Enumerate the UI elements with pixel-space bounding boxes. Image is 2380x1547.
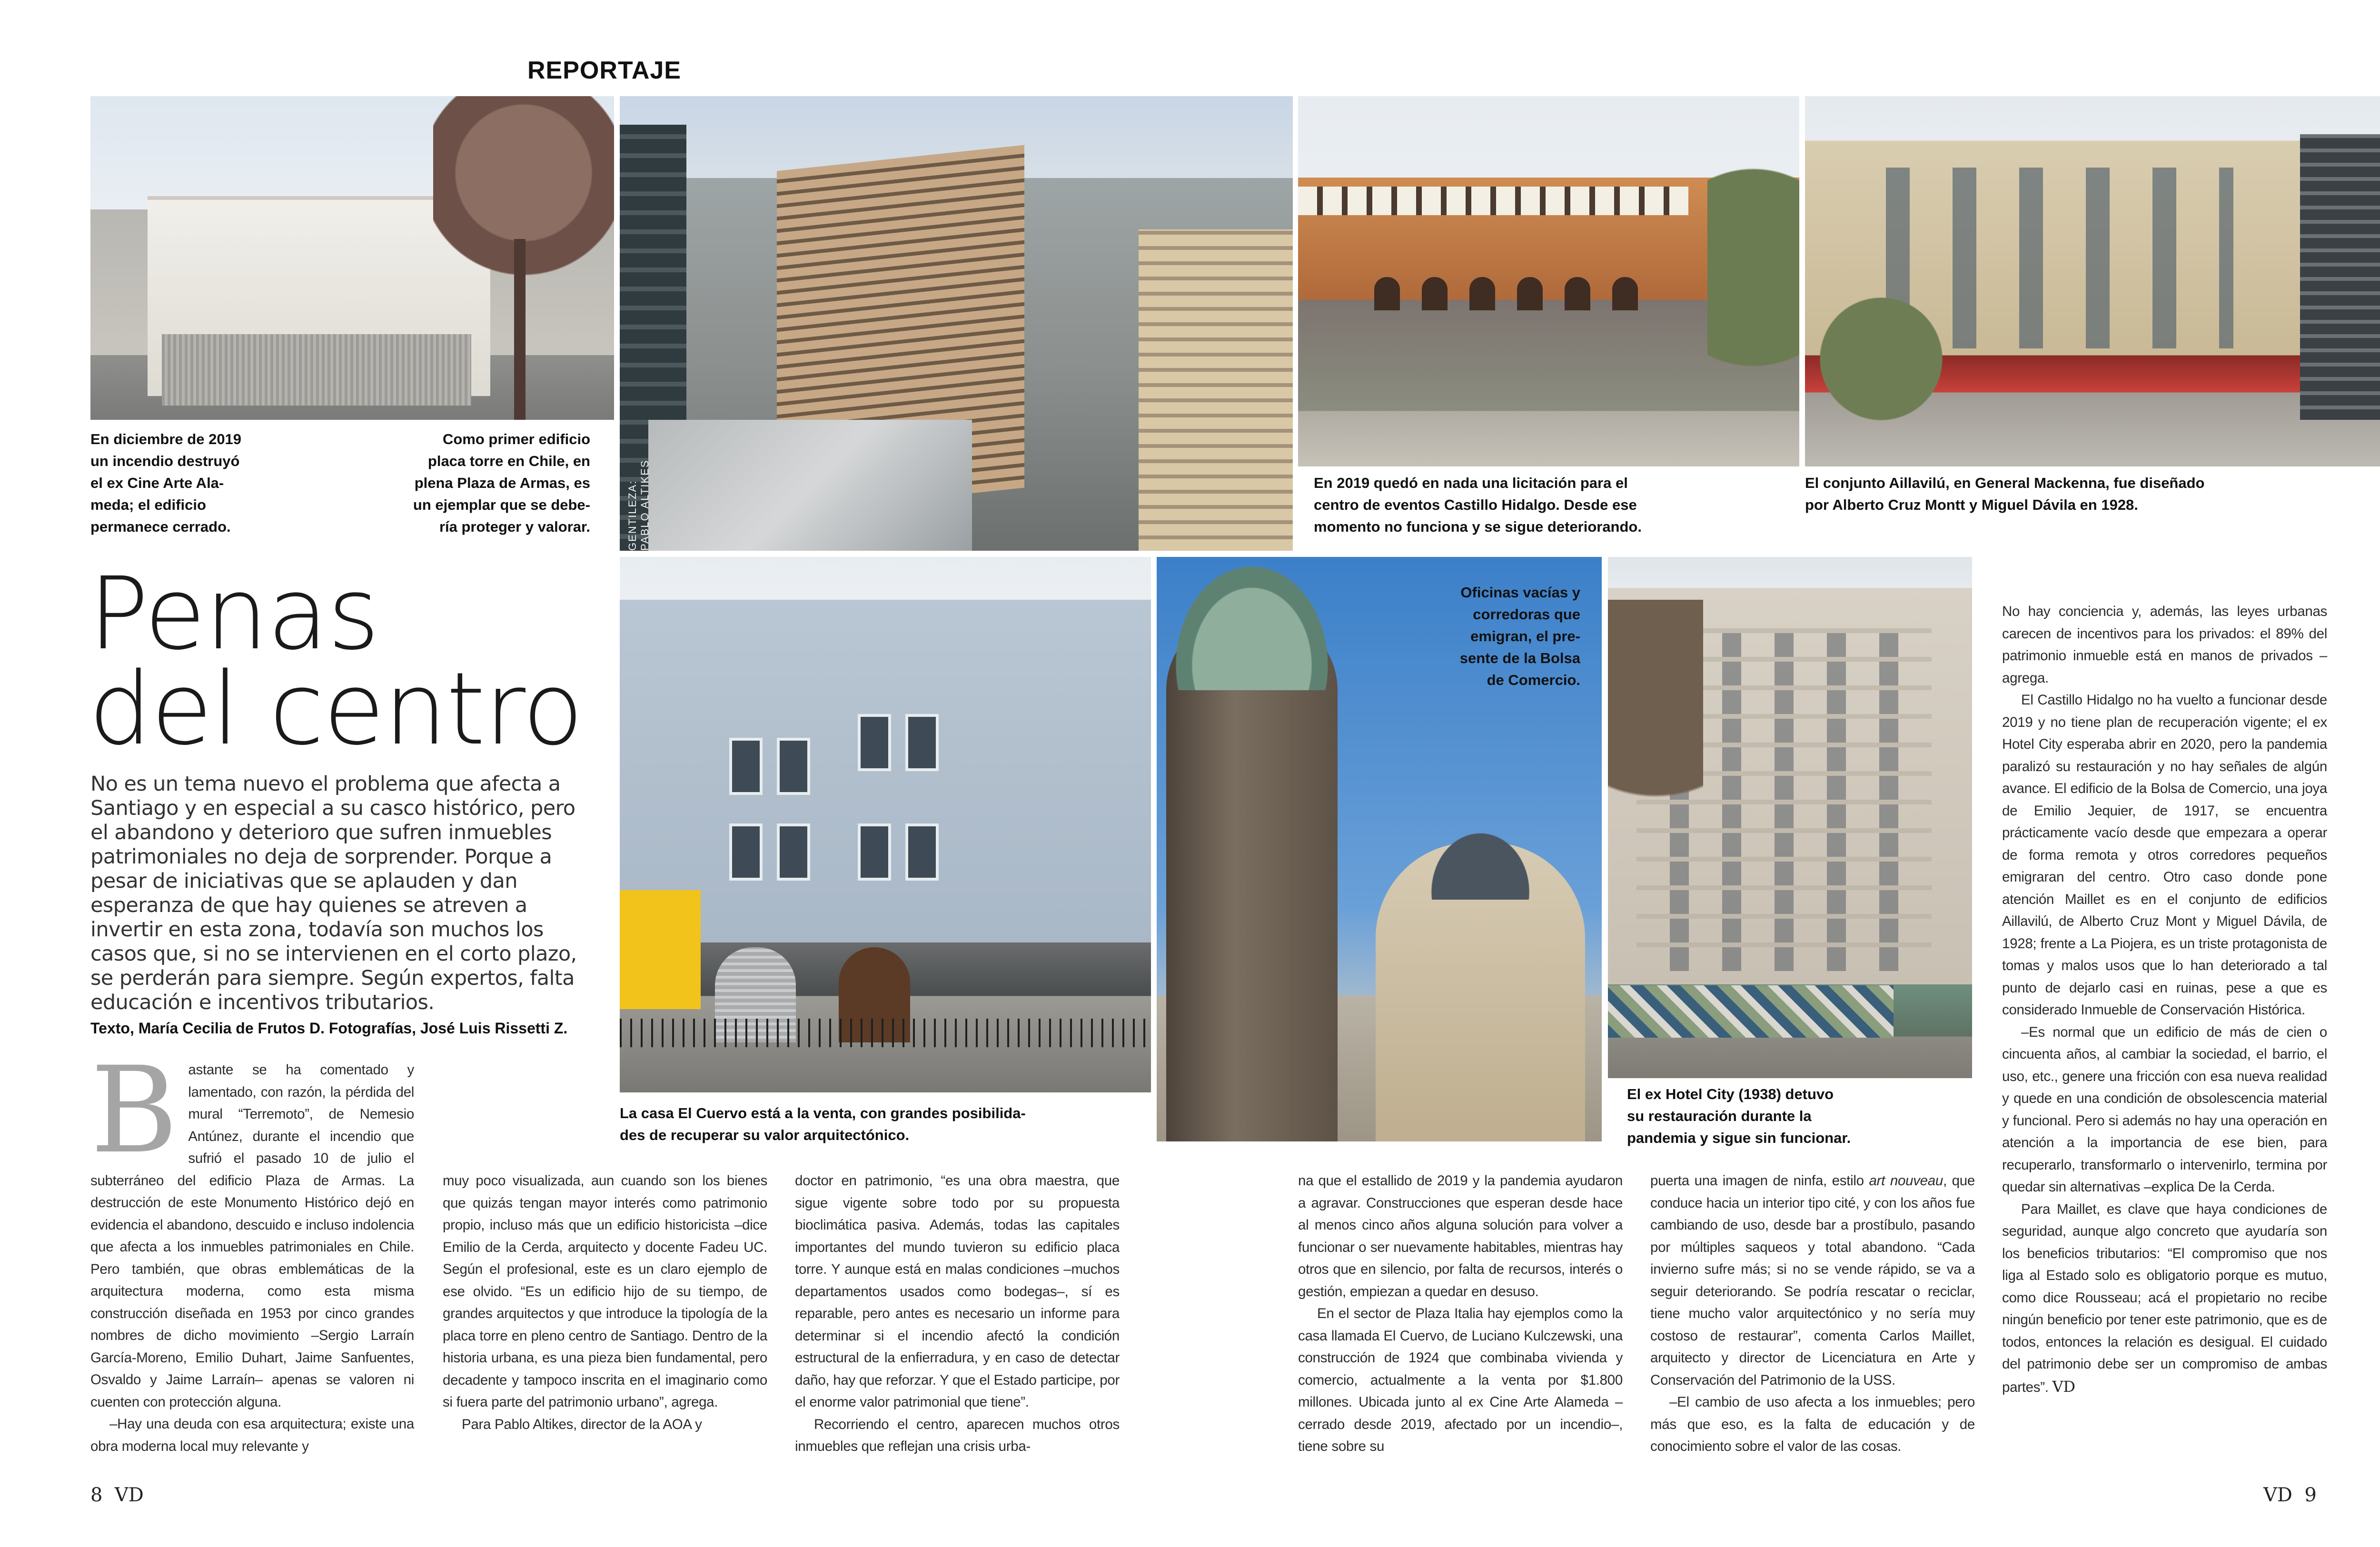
photo-cine-arte-alameda xyxy=(90,96,614,420)
paragraph: doctor en patrimonio, “es una obra maestra, que sigue vigente sobre todo por su propuesta bioclimática pasiva. Además, todas las capitales importantes del mundo tuvieron su edificio placa torre. Y aunque está en malas condiciones –muchos departamentos usados como bodegas–, sí es reparable, pero antes es necesario un informe para determinar si el incendio afectó la condición estructural de la enfierradura, y en caso de detectar daño, hay que reforzar. Y que el Estado participe, por el enorme valor patrimonial que tiene”. xyxy=(795,1173,1120,1410)
paragraph: No hay conciencia y, además, las leyes urbanas carecen de incentivos para los privados: el 89% del patrimonio inmueble está en manos de privados –agrega. xyxy=(2002,604,2327,686)
page-number-left: 8 VD xyxy=(90,1484,144,1506)
paragraph: –El cambio de uso afecta a los inmuebles; pero más que eso, es la falta de educación y de conocimiento sobre el valor de las cosas. xyxy=(1650,1394,1975,1454)
photo-castillo-hidalgo xyxy=(1298,96,1799,466)
page-number-right: VD 9 xyxy=(2263,1484,2317,1506)
paragraph: muy poco visualizada, aun cuando son los bienes que quizás tengan mayor interés como patrimonio propio, incluso más que un edificio historicista –dice Emilio de la Cerda, arquitecto y docente Fadeu UC. Según el profesional, este es un claro ejemplo de ese olvido. “Es un edificio hijo de su tiempo, de grandes arquitectos y que introduce la tipología de la placa torre en pleno centro de Santiago. Dentro de la historia urbana, es una pieza bien fundamental, pero decadente y tampoco inscrita en el imaginario como si fuera parte del patrimonio urbano”, agrega. xyxy=(443,1173,767,1410)
body-column-3 xyxy=(795,1170,1120,1458)
paragraph: El Castillo Hidalgo no ha vuelto a funcionar desde 2019 y no tiene plan de recuperación vigente; el ex Hotel City esperaba abrir en 2020, pero la pandemia paralizó su restauración y no hay señales de algún avance. El edificio de la Bolsa de Comercio, una joya de Emilio Jequier, de 1917, se encuentra prácticamente vacío desde que empezara a operar de forma remota y otros corredores pequeños emigraran del centro. Otro caso donde pone atención Maillet es en el conjunto de edificios Aillavilú, de Alberto Cruz Mont y Miguel Dávila, de 1928; frente a La Piojera, es un triste protagonista de tomas y malos usos que lo han deteriorado a tal punto de dejarlo casi en ruinas, pese a que es considerado Inmueble de Conservación Histórica. xyxy=(2002,692,2327,1018)
paragraph: –Hay una deuda con esa arquitectura; existe una obra moderna local muy relevante y xyxy=(90,1416,414,1454)
paragraph: Para Maillet, es clave que haya condiciones de seguridad, aunque algo concreto que ayudaría son los beneficios tributarios: “El compromiso que nos liga al Estado solo es obligatorio porque es mutuo, como dice Rousseau; acá el propietario no recibe ningún beneficio por tener este patrimonio, que es de todos, entonces la relación es desigual. El cuidado del patrimonio debe ser un compromiso de ambas partes”. VD xyxy=(2002,1201,2327,1396)
photo-casa-el-cuervo xyxy=(620,557,1151,1092)
body-column-6 xyxy=(2002,601,2327,1398)
photo-credit: GENTILEZA: PABLO ALTIKES xyxy=(626,459,651,551)
byline: Texto, María Cecilia de Frutos D. Fotografías, José Luis Rissetti Z. xyxy=(90,1020,568,1037)
dek: No es un tema nuevo el problema que afecta a Santiago y en especial a su casco histórico, pero el abandono y deterioro que sufren inmuebles patrimoniales no deja de sorprender. Porque a pesar de iniciativas que se aplauden y dan esperanza de que hay quienes se atreven a invertir en esta zona, todavía son muchos los casos que, si no se intervienen en el corto plazo, se perderán para siempre. Según expertos, falta educación e incentivos tributarios. xyxy=(90,772,577,1014)
caption-castillo: En 2019 quedó en nada una licitación para el centro de eventos Castillo Hidalgo. Desde ese momento no funciona y se sigue deteriorando. xyxy=(1314,475,1642,535)
section-label: REPORTAJE xyxy=(527,57,681,84)
caption-cine: En diciembre de 2019 un incendio destruyó el ex Cine Arte Ala- meda; el edificio permanece cerrado. xyxy=(90,431,242,535)
paragraph: na que el estallido de 2019 y la pandemia ayudaron a agravar. Construcciones que esperan desde hace al menos cinco años alguna solución para volver a funcionar o ser nuevamente habitables, mientras hay otros que en silencio, por falta de recursos, interés o gestión, empiezan a quedar en desuso. xyxy=(1298,1173,1623,1299)
paragraph: astante se ha comentado y lamentado, con razón, la pérdida del mural “Terremoto”, de Nemesio Antúnez, durante el incendio que sufrió el pasado 10 de julio el subterráneo del edificio Plaza de Armas. La destrucción de este Monumento Histórico dejó en evidencia el abandono, descuido e incluso indolencia que afecta a los inmuebles patrimoniales en Chile. Pero también, que obras emblemáticas de la arquitectura moderna, como esta misma construcción diseñada en 1953 por cinco grandes nombres de dicho movimiento –Sergio Larraín García-Moreno, Emilio Duhart, Jaime Sanfuentes, Osvaldo y Jaime Larraín– apenas se valoren ni cuenten con protección alguna. xyxy=(90,1062,414,1410)
body-column-1 xyxy=(90,1041,414,1458)
body-column-5 xyxy=(1650,1170,1975,1458)
body-column-2 xyxy=(443,1170,767,1436)
caption-aillavilu: El conjunto Aillavilú, en General Mackenna, fue diseñado por Alberto Cruz Montt y Miguel Dávila en 1928. xyxy=(1805,475,2205,513)
paragraph: puerta una imagen de ninfa, estilo art nouveau, que conduce hacia un interior tipo cité, y con los años fue cambiando de uso, desde bar a prostíbulo, pasando por múltiples saqueos y total abandono. “Cada invierno sufre más; si no se vende rápido, se va a seguir deteriorando. Se podría rescatar o reciclar, tiene mucho valor arquitectónico y no sería muy costoso de restaurar”, comenta Carlos Maillet, arquitecto y director de Licenciatura en Arte y Conservación del Patrimonio de la USS. xyxy=(1650,1173,1975,1388)
end-mark: VD xyxy=(2052,1377,2075,1396)
drop-cap: B xyxy=(90,1041,178,1180)
caption-bolsa: Oficinas vacías y corredoras que emigran, el pre- sente de la Bolsa de Comercio. xyxy=(1459,584,1580,688)
photo-edificio-placa-torre xyxy=(620,96,1293,551)
paragraph: Recorriendo el centro, aparecen muchos otros inmuebles que reflejan una crisis urba- xyxy=(795,1416,1120,1454)
body-column-4 xyxy=(1298,1170,1623,1458)
photo-conjunto-aillavilu xyxy=(1805,96,2380,466)
caption-cuervo: La casa El Cuervo está a la venta, con grandes posibilida- des de recuperar su valor arquitectónico. xyxy=(620,1105,1026,1143)
photo-ex-hotel-city xyxy=(1608,557,1972,1078)
caption-hotel: El ex Hotel City (1938) detuvo su restauración durante la pandemia y sigue sin funcionar. xyxy=(1627,1086,1851,1146)
italic-term: art nouveau xyxy=(1869,1173,1943,1189)
caption-torre: Como primer edificio placa torre en Chile, en plena Plaza de Armas, es un ejemplar que se debe- ría proteger y valorar. xyxy=(413,431,590,535)
paragraph: –Es normal que un edificio de más de cien o cincuenta años, al cambiar la sociedad, el barrio, el uso, etc., genere una fricción con esa nueva realidad y quede en una condición de obsolescencia material y funcional. Pero si además no hay una operación en atención a la importancia de ese bien, para recuperarlo, transformarlo o intervenirlo, termina por quedar sin alternativas –explica De la Cerda. xyxy=(2002,1024,2327,1195)
headline: Penas del centro xyxy=(89,555,583,767)
paragraph: Para Pablo Altikes, director de la AOA y xyxy=(462,1416,702,1432)
paragraph: En el sector de Plaza Italia hay ejemplos como la casa llamada El Cuervo, de Luciano Kulczewski, una construcción de 1924 que combinaba vivienda y comercio, actualmente a la venta por $1.800 millones. Ubicada junto al ex Cine Arte Alameda –cerrado desde 2019, afectado por un incendio–, tiene sobre su xyxy=(1298,1306,1623,1454)
